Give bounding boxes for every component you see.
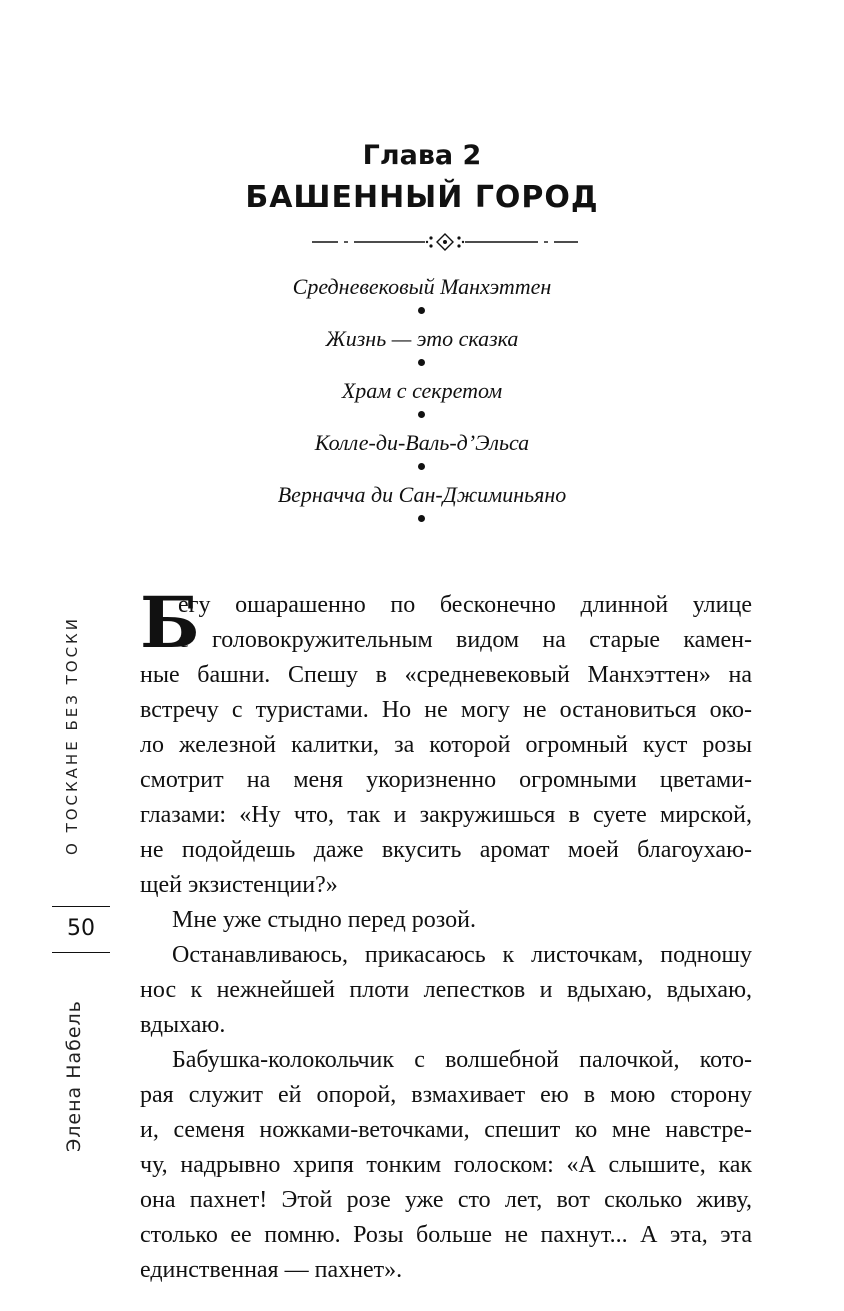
text-line: нос к нежнейшей плоти лепестков и вдыхаю, вдыхаю, xyxy=(140,977,752,1003)
page-number-rule xyxy=(52,952,110,953)
text-line: глазами: «Ну что, так и закружишься в суете мирской, xyxy=(140,802,752,828)
toc-item: Колле-ди-Валь-д’Эльса xyxy=(314,430,530,455)
text-line: Бабушка-колокольчик с волшебной палочкой, кото- xyxy=(172,1047,752,1073)
fleuron-divider-icon xyxy=(310,232,580,252)
author-name: Элена Набель xyxy=(63,1000,85,1152)
text-line: столько ее помню. Розы больше не пахнут... А эта, эта xyxy=(140,1222,752,1248)
text-line: и, семеня ножками-веточками, спешит ко мне навстре- xyxy=(140,1117,752,1143)
chapter-title: БАШЕННЫЙ ГОРОД xyxy=(245,180,599,215)
text-line: с головокружительным видом на старые камен- xyxy=(178,627,752,653)
toc-item: Верначча ди Сан-Джиминьяно xyxy=(277,482,567,507)
text-line: Останавливаюсь, прикасаюсь к листочкам, подношу xyxy=(172,942,752,968)
bullet-dot xyxy=(0,509,844,532)
text-line: не подойдешь даже вкусить аромат моей благоухаю- xyxy=(140,837,752,863)
text-line: ло железной калитки, за которой огромный куст розы xyxy=(140,732,752,758)
running-title: О ТОСКАНЕ БЕЗ ТОСКИ xyxy=(63,616,81,855)
body-text xyxy=(140,581,752,1288)
bullet-dot xyxy=(0,353,844,376)
toc-item: Храм с секретом xyxy=(341,378,503,403)
text-line: щей экзистенции?» xyxy=(140,872,338,898)
page-number-rule xyxy=(52,906,110,907)
drop-cap: Б xyxy=(140,581,200,664)
text-line: егу ошарашенно по бесконечно длинной улице xyxy=(178,592,752,618)
text-line: рая служит ей опорой, взмахивает ею в мою сторону xyxy=(140,1082,752,1108)
text-line: единственная — пахнет». xyxy=(140,1257,403,1283)
text-line: она пахнет! Этой розе уже сто лет, вот сколько живу, xyxy=(140,1187,752,1213)
text-line: вдыхаю. xyxy=(140,1012,226,1038)
bullet-dot xyxy=(0,301,844,324)
toc-item: Жизнь — это сказка xyxy=(325,326,519,351)
text-line: ные башни. Спешу в «средневековый Манхэттен» на xyxy=(140,662,752,688)
text-line: встречу с туристами. Но не могу не остановиться око- xyxy=(140,697,752,723)
chapter-label: Глава 2 xyxy=(362,140,482,171)
bullet-dot xyxy=(0,405,844,428)
bullet-dot xyxy=(0,457,844,480)
toc-item: Средневековый Манхэттен xyxy=(292,274,552,299)
text-line: Мне уже стыдно перед розой. xyxy=(172,907,476,933)
text-line: смотрит на меня укоризненно огромными цветами- xyxy=(140,767,752,793)
chapter-contents-list xyxy=(0,272,844,532)
text-line: чу, надрывно хрипя тонким голоском: «А слышите, как xyxy=(140,1152,752,1178)
page-number: 50 xyxy=(67,916,95,941)
